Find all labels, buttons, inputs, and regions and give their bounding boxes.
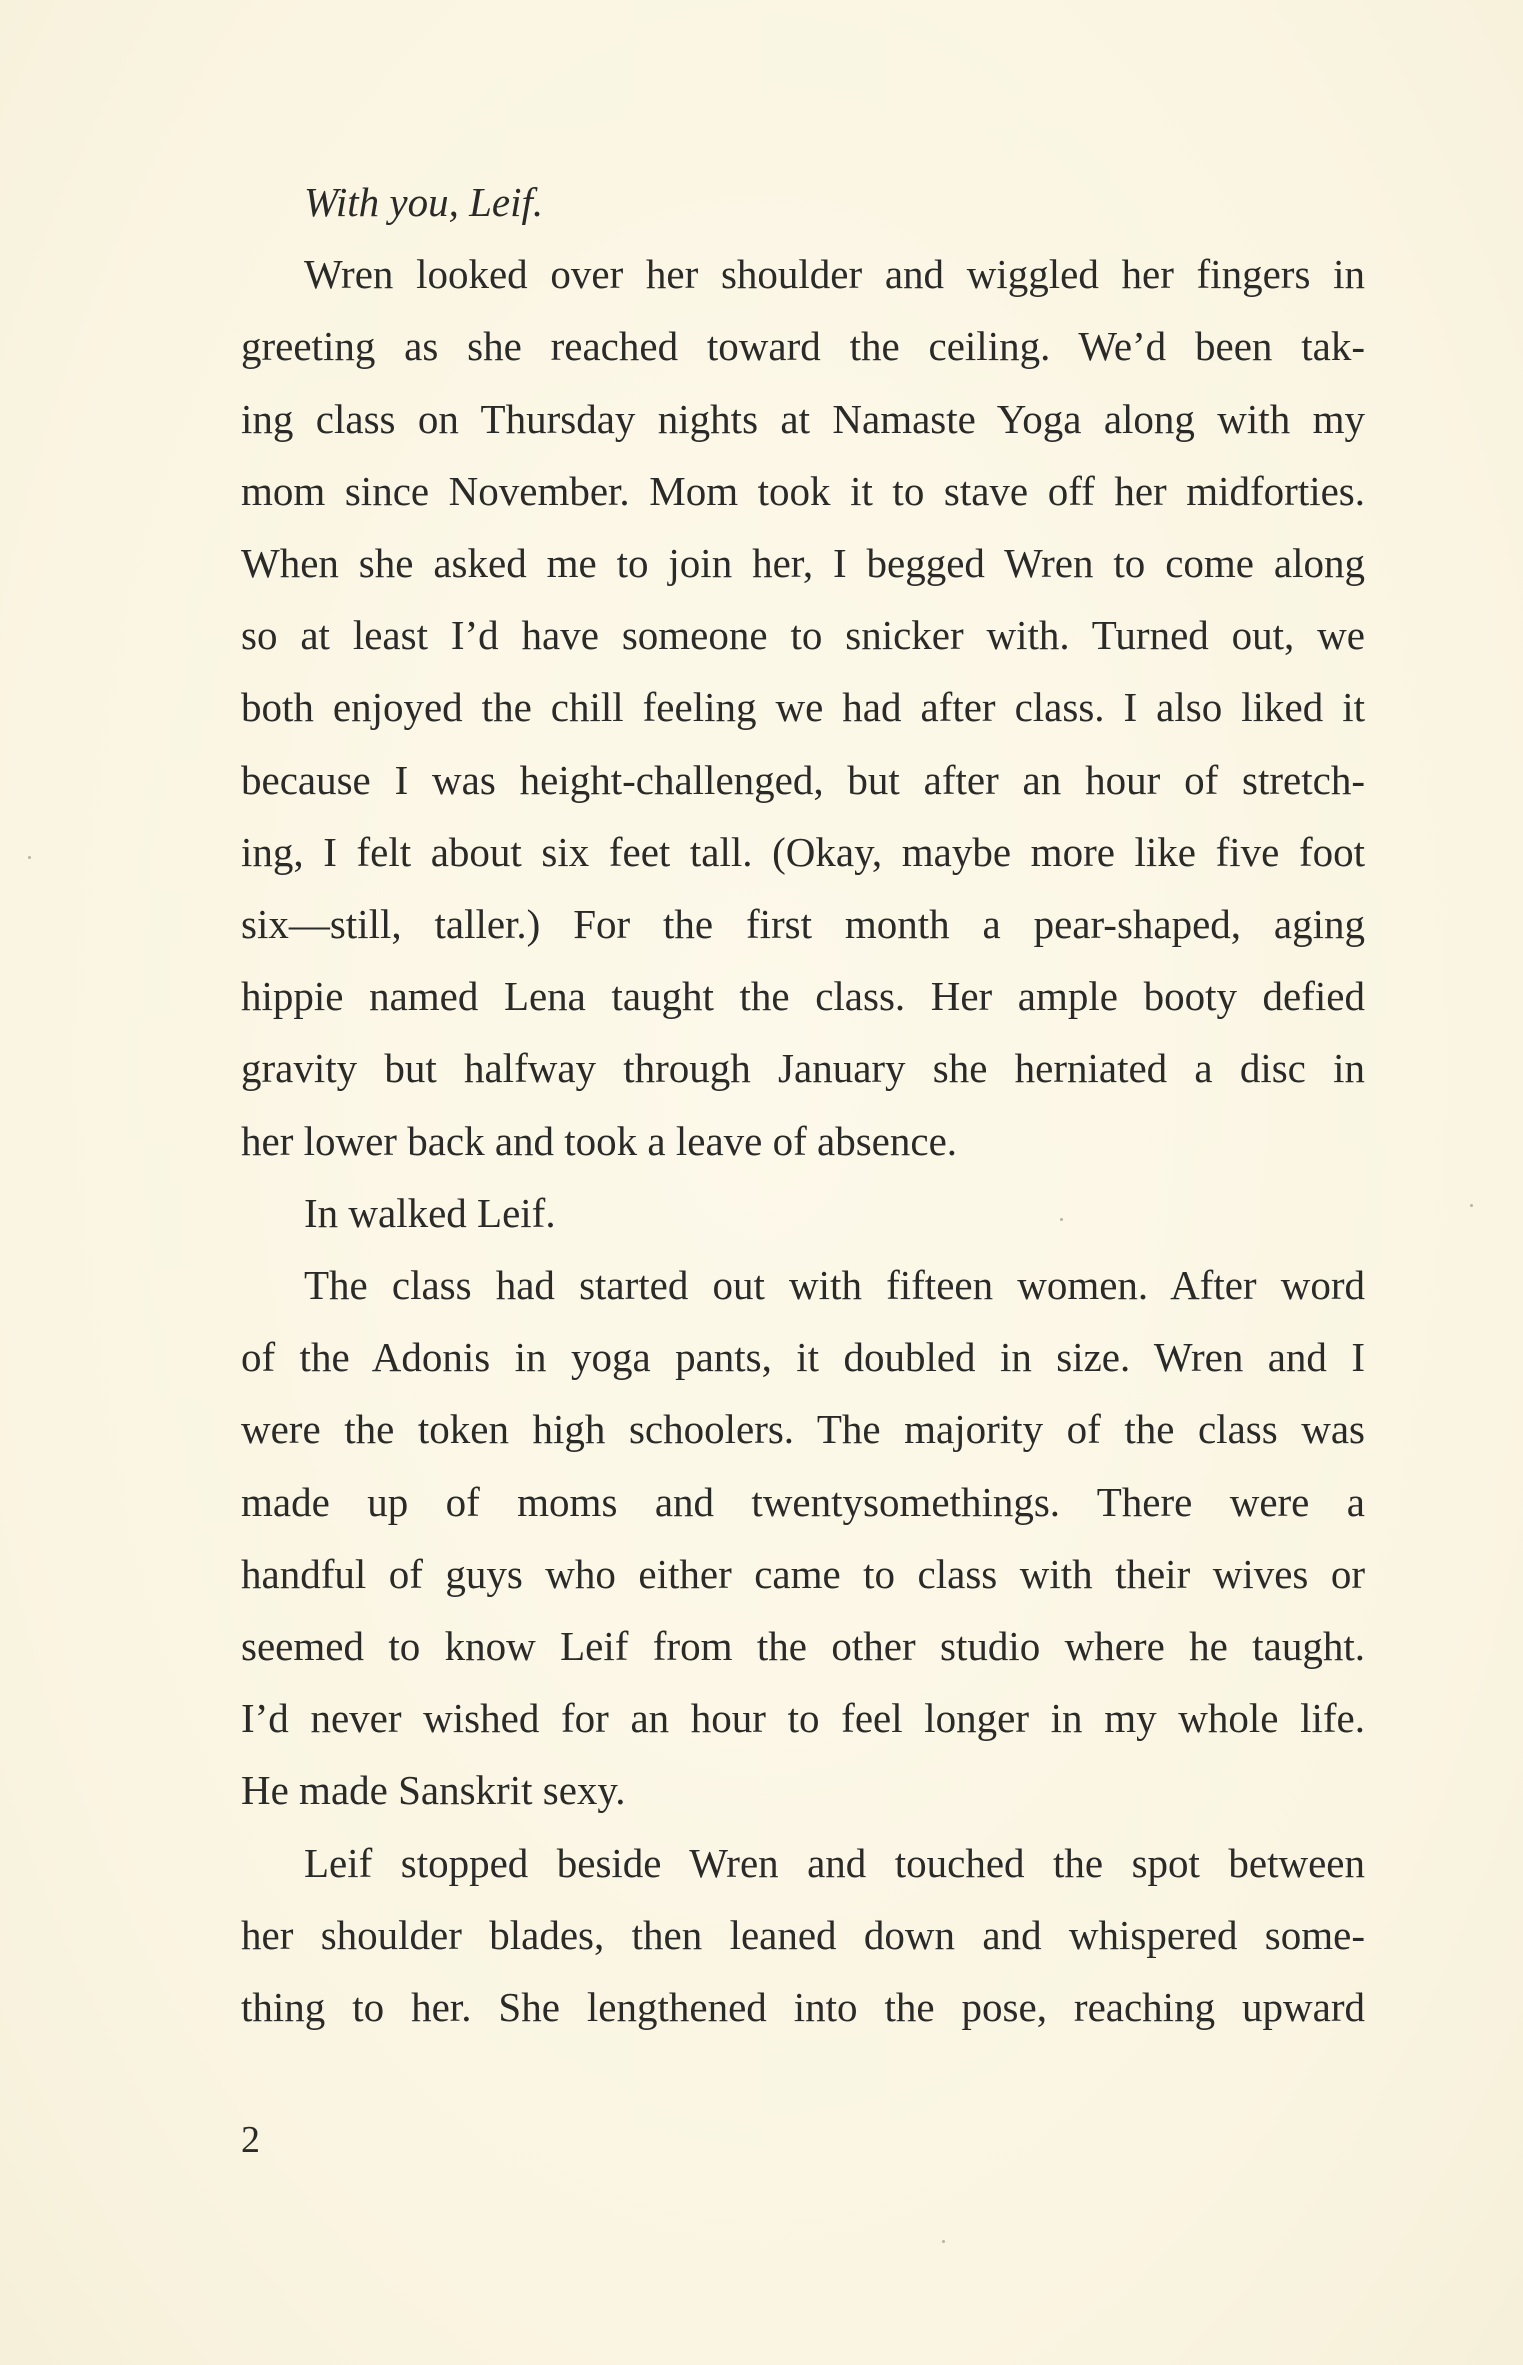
- text-line: of the Adonis in yoga pants, it doubled in size. Wren and I: [241, 1334, 1365, 1381]
- paper-speck: [942, 2240, 945, 2243]
- text-line: her shoulder blades, then leaned down and whispered some-: [241, 1911, 1365, 1958]
- text-line: handful of guys who either came to class with their wives or: [241, 1550, 1365, 1597]
- text-line: I’d never wished for an hour to feel longer in my whole life.: [241, 1695, 1365, 1742]
- text-line: greeting as she reached toward the ceiling. We’d been tak-: [241, 323, 1365, 370]
- text-line: When she asked me to join her, I begged Wren to come along: [241, 540, 1365, 587]
- text-line: were the token high schoolers. The majority of the class was: [241, 1406, 1365, 1453]
- paper-speck: [1470, 1204, 1473, 1207]
- text-line: both enjoyed the chill feeling we had after class. I also liked it: [241, 684, 1365, 731]
- text-line: ing class on Thursday nights at Namaste Yoga along with my: [241, 395, 1365, 442]
- paragraph: [241, 238, 1365, 1177]
- text-line: so at least I’d have someone to snicker with. Turned out, we: [241, 612, 1365, 659]
- paper-speck: [28, 856, 31, 859]
- paragraph: [241, 166, 1365, 238]
- text-line: In walked Leif.: [304, 1189, 556, 1236]
- text-line: With you, Leif.: [304, 179, 544, 225]
- text-line: six—still, taller.) For the first month a pear-shaped, aging: [241, 901, 1365, 948]
- text-line: her lower back and took a leave of absence.: [241, 1117, 958, 1164]
- text-line: hippie named Lena taught the class. Her ample booty defied: [241, 973, 1365, 1020]
- text-line: He made Sanskrit sexy.: [241, 1767, 626, 1814]
- text-line: made up of moms and twentysomethings. There were a: [241, 1478, 1365, 1525]
- page-number: 2: [241, 2119, 260, 2161]
- text-line: The class had started out with fifteen women. After word: [304, 1262, 1365, 1309]
- text-line: ing, I felt about six feet tall. (Okay, maybe more like five foot: [241, 828, 1365, 875]
- text-line: seemed to know Leif from the other studio where he taught.: [241, 1623, 1365, 1670]
- text-line: Leif stopped beside Wren and touched the spot between: [304, 1839, 1365, 1886]
- body-text: [241, 166, 1365, 2043]
- text-line: mom since November. Mom took it to stave off her midforties.: [241, 467, 1365, 514]
- text-line: because I was height-challenged, but after an hour of stretch-: [241, 756, 1365, 803]
- paragraph: [241, 1249, 1365, 1827]
- text-line: thing to her. She lengthened into the pose, reaching upward: [241, 1984, 1365, 2031]
- paper-speck: [1060, 1218, 1063, 1221]
- text-line: gravity but halfway through January she herniated a disc in: [241, 1045, 1365, 1092]
- text-line: Wren looked over her shoulder and wiggled her fingers in: [304, 251, 1365, 298]
- paragraph: [241, 1827, 1365, 2044]
- paragraph: [241, 1177, 1365, 1249]
